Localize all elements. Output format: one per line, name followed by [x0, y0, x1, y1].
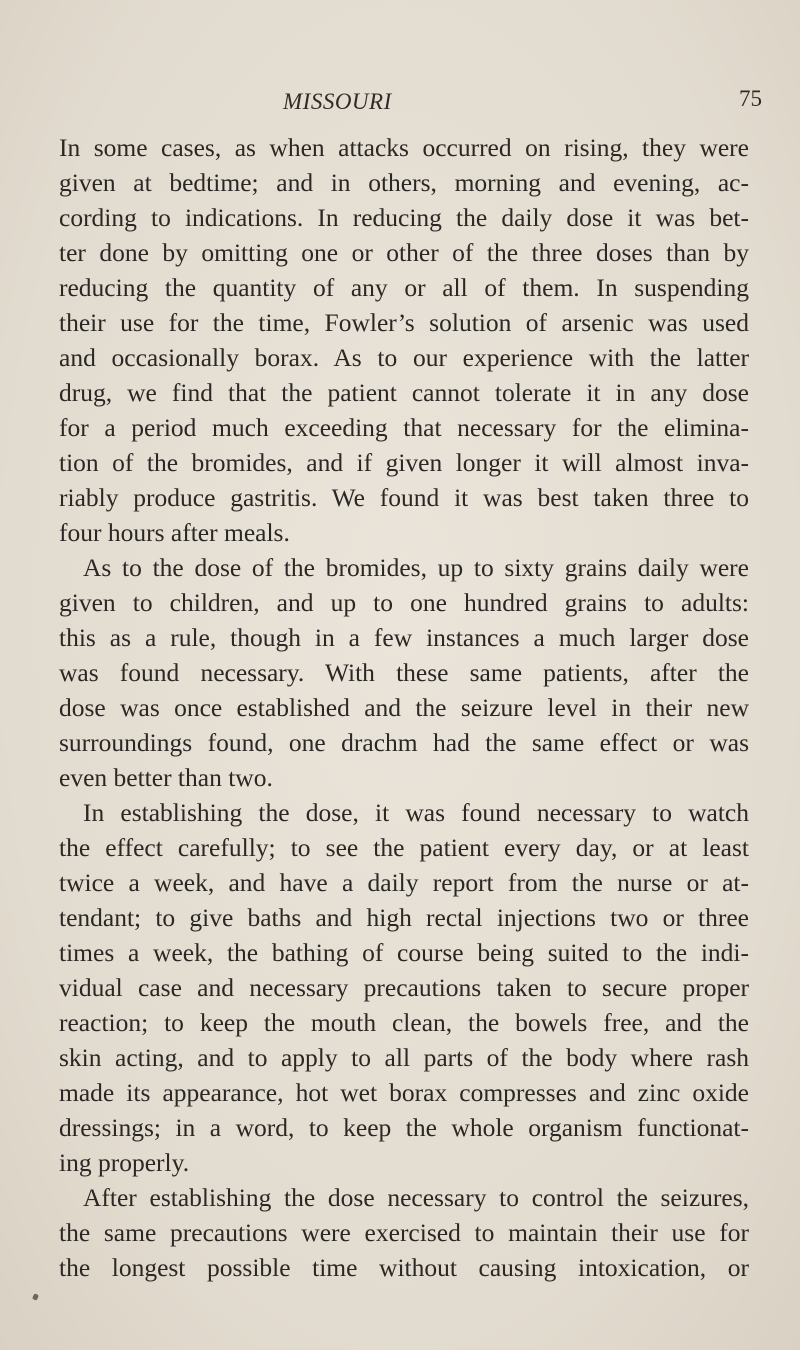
text-line: the longest possible time without causing intoxication, or	[59, 1253, 749, 1282]
text-line: ing properly.	[59, 1148, 190, 1177]
text-line: drug, we find that the patient cannot tolerate it in any dose	[59, 378, 749, 407]
text-line: dose was once established and the seizure level in their new	[59, 693, 749, 722]
running-head: MISSOURI	[283, 89, 392, 114]
text-line: riably produce gastritis. We found it was best taken three to	[59, 483, 749, 512]
body-text	[59, 130, 749, 1285]
text-line: twice a week, and have a daily report from the nurse or at-	[59, 868, 749, 897]
text-line: made its appearance, hot wet borax compresses and zinc oxide	[59, 1078, 749, 1107]
text-line: reaction; to keep the mouth clean, the bowels free, and the	[59, 1008, 749, 1037]
text-line: ter done by omitting one or other of the three doses than by	[59, 238, 749, 267]
text-line: given at bedtime; and in others, morning and evening, ac-	[59, 168, 749, 197]
text-line: the effect carefully; to see the patient every day, or at least	[59, 833, 749, 862]
paragraph-first-line: As to the dose of the bromides, up to sixty grains daily were	[83, 553, 749, 582]
text-line: tendant; to give baths and high rectal injections two or three	[59, 903, 749, 932]
text-line: their use for the time, Fowler’s solution of arsenic was used	[59, 308, 749, 337]
text-line: and occasionally borax. As to our experience with the latter	[59, 343, 749, 372]
text-line: skin acting, and to apply to all parts of the body where rash	[59, 1043, 749, 1072]
paragraph-first-line: In establishing the dose, it was found necessary to watch	[83, 798, 749, 827]
text-line: In some cases, as when attacks occurred on rising, they were	[59, 133, 749, 162]
text-line: four hours after meals.	[59, 518, 290, 547]
text-line: surroundings found, one drachm had the same effect or was	[59, 728, 749, 757]
page-number: 75	[739, 86, 762, 111]
text-line: the same precautions were exercised to maintain their use for	[59, 1218, 749, 1247]
text-line: cording to indications. In reducing the daily dose it was bet-	[59, 203, 749, 232]
text-line: reducing the quantity of any or all of them. In suspending	[59, 273, 749, 302]
text-line: vidual case and necessary precautions taken to secure proper	[59, 973, 749, 1002]
text-line: this as a rule, though in a few instances a much larger dose	[59, 623, 749, 652]
text-line: for a period much exceeding that necessary for the elimina-	[59, 413, 749, 442]
paper-speck	[32, 1293, 39, 1301]
paragraph-first-line: After establishing the dose necessary to control the seizures,	[83, 1183, 749, 1212]
text-line: tion of the bromides, and if given longer it will almost inva-	[59, 448, 749, 477]
text-line: was found necessary. With these same patients, after the	[59, 658, 749, 687]
text-line: even better than two.	[59, 763, 273, 792]
text-line: times a week, the bathing of course being suited to the indi-	[59, 938, 749, 967]
text-line: given to children, and up to one hundred grains to adults:	[59, 588, 749, 617]
text-line: dressings; in a word, to keep the whole organism functionat-	[59, 1113, 749, 1142]
